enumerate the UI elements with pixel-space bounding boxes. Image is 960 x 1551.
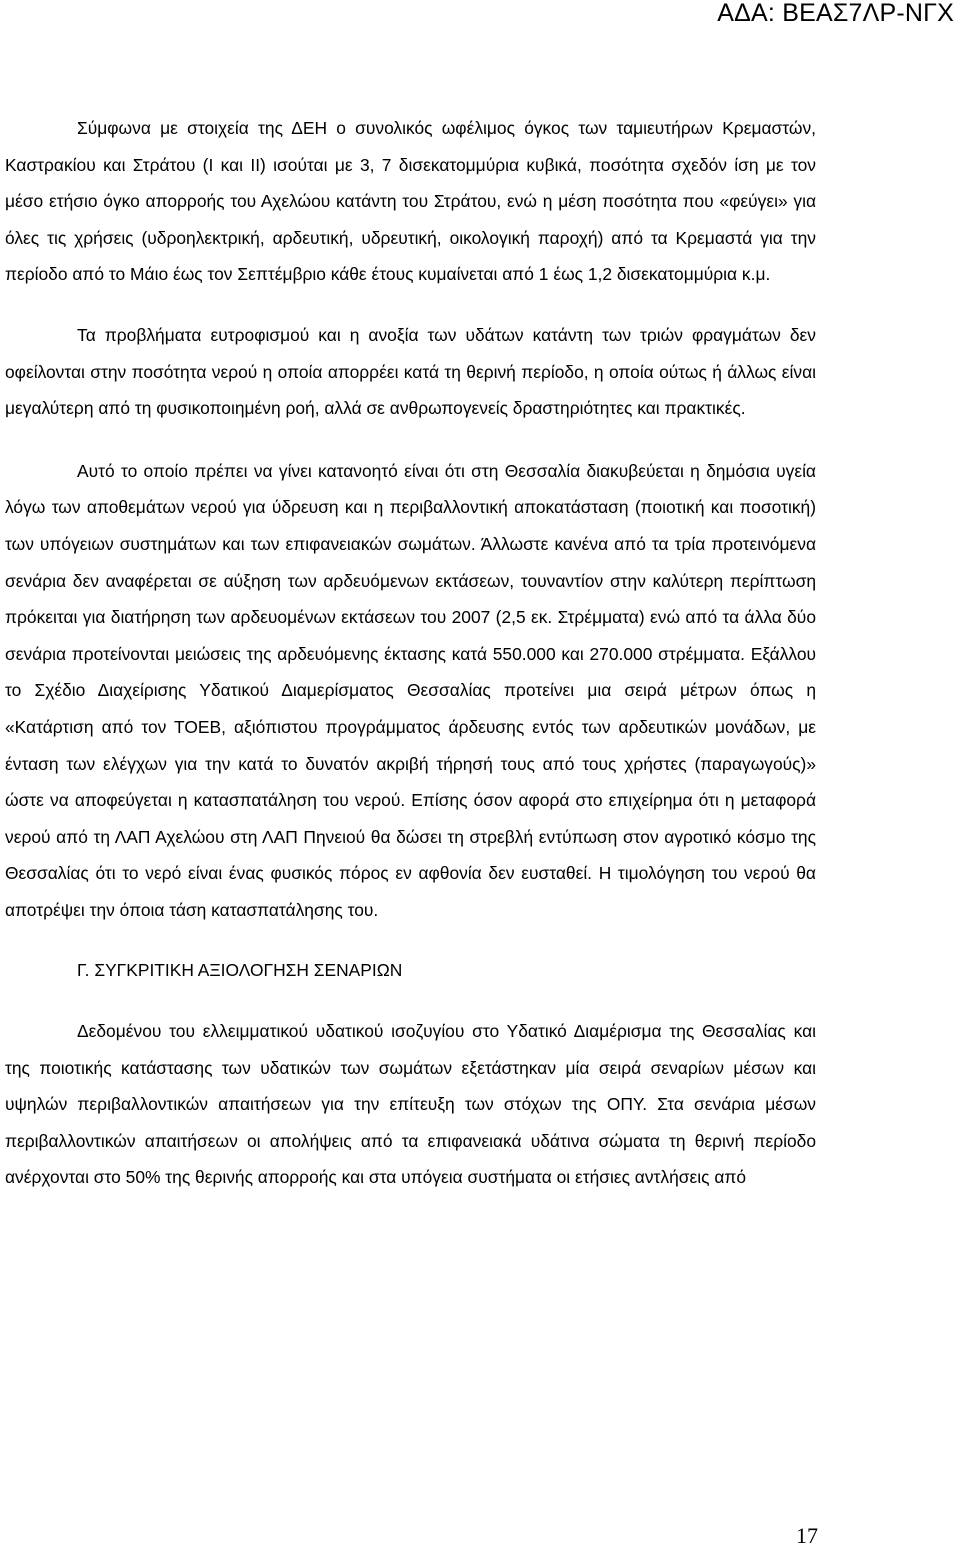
ada-code: ΑΔΑ: ΒΕΑΣ7ΛΡ-ΝΓΧ [717,0,954,27]
section-heading: Γ. ΣΥΓΚΡΙΤΙΚΗ ΑΞΙΟΛΟΓΗΣΗ ΣΕΝΑΡΙΩΝ [77,960,403,981]
paragraph-water-balance: Δεδομένου του ελλειμματικού υδατικού ισοζυγίου στο Υδατικό Διαμέρισμα της Θεσσαλίας και της ποιοτικής κατάστασης των υδατικών των σωμάτων εξετάστηκαν μία σειρά σεναρίων μέσων και υψηλών περιβαλλοντικών απαιτήσεων για την επίτευξη των στόχων της ΟΠΥ. Στα σενάρια μέσων περιβαλλοντικών απαιτήσεων οι απολήψεις από τα επιφανειακά υδάτινα σώματα τη θερινή περίοδο ανέρχονται στο 50% της θερινής απορροής και στα υπόγεια συστήματα οι ετήσιες αντλήσεις από [5,1021,816,1188]
document-body [5,110,816,1196]
paragraph-thessaly-public-health: Αυτό το οποίο πρέπει να γίνει κατανοητό είναι ότι στη Θεσσαλία διακυβεύεται η δημόσια υγεία λόγω των αποθεμάτων νερού για ύδρευση και η περιβαλλοντική αποκατάσταση (ποιοτική και ποσοτική) των υπόγειων συστημάτων και των επιφανειακών σωμάτων. Άλλωστε κανένα από τα τρία προτεινόμενα σενάρια δεν αναφέρεται σε αύξηση των αρδευόμενων εκτάσεων, τουναντίον στην καλύτερη περίπτωση πρόκειται για διατήρηση των αρδευομένων εκτάσεων του 2007 (2,5 εκ. Στρέμματα) ενώ από τα άλλα δύο σενάρια προτείνονται μειώσεις της αρδευόμενης έκτασης κατά 550.000 και 270.000 στρέμματα. Εξάλλου το Σχέδιο Διαχείρισης Υδατικού Διαμερίσματος Θεσσαλίας προτείνει μια σειρά μέτρων όπως η «Κατάρτιση από τον ΤΟΕΒ, αξιόπιστου προγράμματος άρδευσης εντός των αρδευτικών μονάδων, με ένταση των ελέγχων για την κατά το δυνατόν ακριβή τήρησή τους από τους χρήστες (παραγωγούς)» ώστε να αποφεύγεται η κατασπατάληση του νερού. Επίσης όσον αφορά στο επιχείρημα ότι η μεταφορά νερού από τη ΛΑΠ Αχελώου στη ΛΑΠ Πηνειού θα δώσει τη στρεβλή εντύπωση στον αγροτικό κόσμο της Θεσσαλίας ότι το νερό είναι ένας φυσικός πόρος εν αφθονία δεν ευσταθεί. Η τιμολόγηση του νερού θα αποτρέψει την όποια τάση κατασπατάλησης του. [5,460,816,920]
paragraph-ppc-reservoirs: Σύμφωνα με στοιχεία της ΔΕΗ ο συνολικός ωφέλιμος όγκος των ταμιευτήρων Κρεμαστών, Καστρακίου και Στράτου (Ι και ΙΙ) ισούται με 3, 7 δισεκατομμύρια κυβικά, ποσότητα σχεδόν ίση με τον μέσο ετήσιο όγκο απορροής του Αχελώου κατάντη του Στράτου, ενώ η μέση ποσότητα που «φεύγει» για όλες τις χρήσεις (υδροηλεκτρική, αρδευτική, υδρευτική, οικολογική παροχή) από τα Κρεμαστά για την περίοδο από το Μάιο έως τον Σεπτέμβριο κάθε έτους κυμαίνεται από 1 έως 1,2 δισεκατομμύρια κ.μ. [5,118,816,285]
paragraph-eutrophication: Τα προβλήματα ευτροφισμού και η ανοξία των υδάτων κατάντη των τριών φραγμάτων δεν οφείλονται στην ποσότητα νερού η οποία απορρέει κατά τη θερινή περίοδο, η οποία ούτως ή άλλως είναι μεγαλύτερη από τη φυσικοποιημένη ροή, αλλά σε ανθρωπογενείς δραστηριότητες και πρακτικές. [5,324,816,419]
page-number: 17 [796,1523,818,1548]
